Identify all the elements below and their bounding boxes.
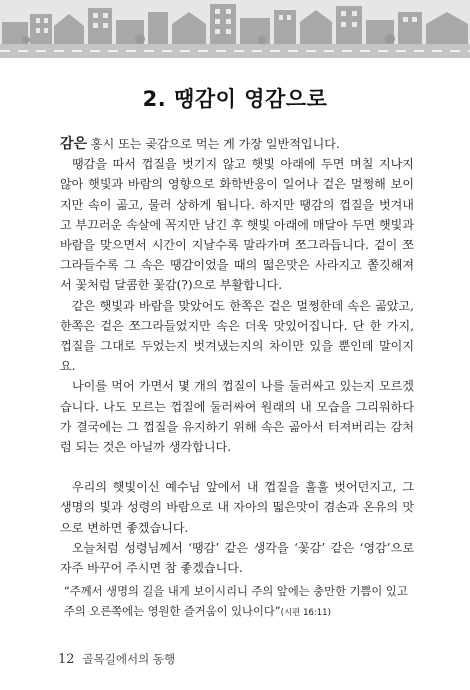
lead-word: 감은 <box>60 136 88 152</box>
scripture-source: (시편 16:11) <box>280 608 331 618</box>
chapter-title: 2. 땡감이 영감으로 <box>142 87 328 111</box>
paragraph-gap <box>60 457 414 477</box>
paragraph-1 <box>60 134 414 154</box>
header-city-illustration <box>0 0 470 58</box>
page-number: 12 <box>58 652 75 667</box>
paragraph-4: 나이를 먹어 가면서 몇 개의 껍질이 나를 둘러싸고 있는지 모르겠습니다. 나도 모르는 껍질에 둘러싸여 원래의 내 모습을 그리워하다가 결국에는 그 껍질을 유지하기 위해 속은 곪아서 터져버리는 감처럼 되는 것은 아닐까 생각합니다. <box>60 379 414 455</box>
scripture-quote <box>64 582 414 623</box>
paragraph-6: 오늘처럼 성령님께서 ‘땡감’ 같은 생각을 ‘꽃감’ 같은 ‘영감’으로 자주 바꾸어 주시면 참 좋겠습니다. <box>60 540 414 576</box>
paragraph-1-text: 홍시 또는 곶감으로 먹는 게 가장 일반적입니다. <box>87 137 340 151</box>
scripture-text: “주께서 생명의 길을 내게 보이시리니 주의 앞에는 충만한 기쁨이 있고 주의 오른쪽에는 영원한 즐거움이 있나이다” <box>64 585 408 618</box>
paragraph-2: 땡감을 따서 껍질을 벗기지 않고 햇빛 아래에 두면 며칠 지나지 않아 햇빛과 바람의 영향으로 화학반응이 일어나 겉은 멀쩡해 보이지만 속이 곪고, 물러 상하게 됩니다. 하지만 땡감의 껍질을 벗겨내고 부끄러운 속살에 꼭지만 남긴 후 햇빛 아래에 매달아 두면 햇빛과 바람을 맞으면서 시간이 지날수록 말라가며 쪼그라듭니다. 겉이 쪼그라들수록 그 속은 땡감이었을 때의 떫은맛은 사라지고 쫄깃해져서 꽃처럼 달콤한 꽃감(?)으로 부활합니다. <box>60 157 414 293</box>
paragraph-3: 같은 햇빛과 바람을 맞았어도 한쪽은 겉은 멀쩡한데 속은 곪았고, 한쪽은 겉은 쪼그라들었지만 속은 더욱 맛있어집니다. 단 한 가지, 껍질을 그대로 두었는지 벗겨냈는지의 차이만 있을 뿐인데 말이지요. <box>60 298 414 374</box>
article-body <box>60 134 414 578</box>
book-title: 골목길에서의 동행 <box>82 652 176 666</box>
page-footer <box>58 651 175 667</box>
paragraph-5: 우리의 햇빛이신 예수님 앞에서 내 껍질을 훌훌 벗어던지고, 그 생명의 빛과 성령의 바람으로 내 자아의 떫은맛이 겸손과 온유의 맛으로 변하면 좋겠습니다. <box>60 480 414 535</box>
